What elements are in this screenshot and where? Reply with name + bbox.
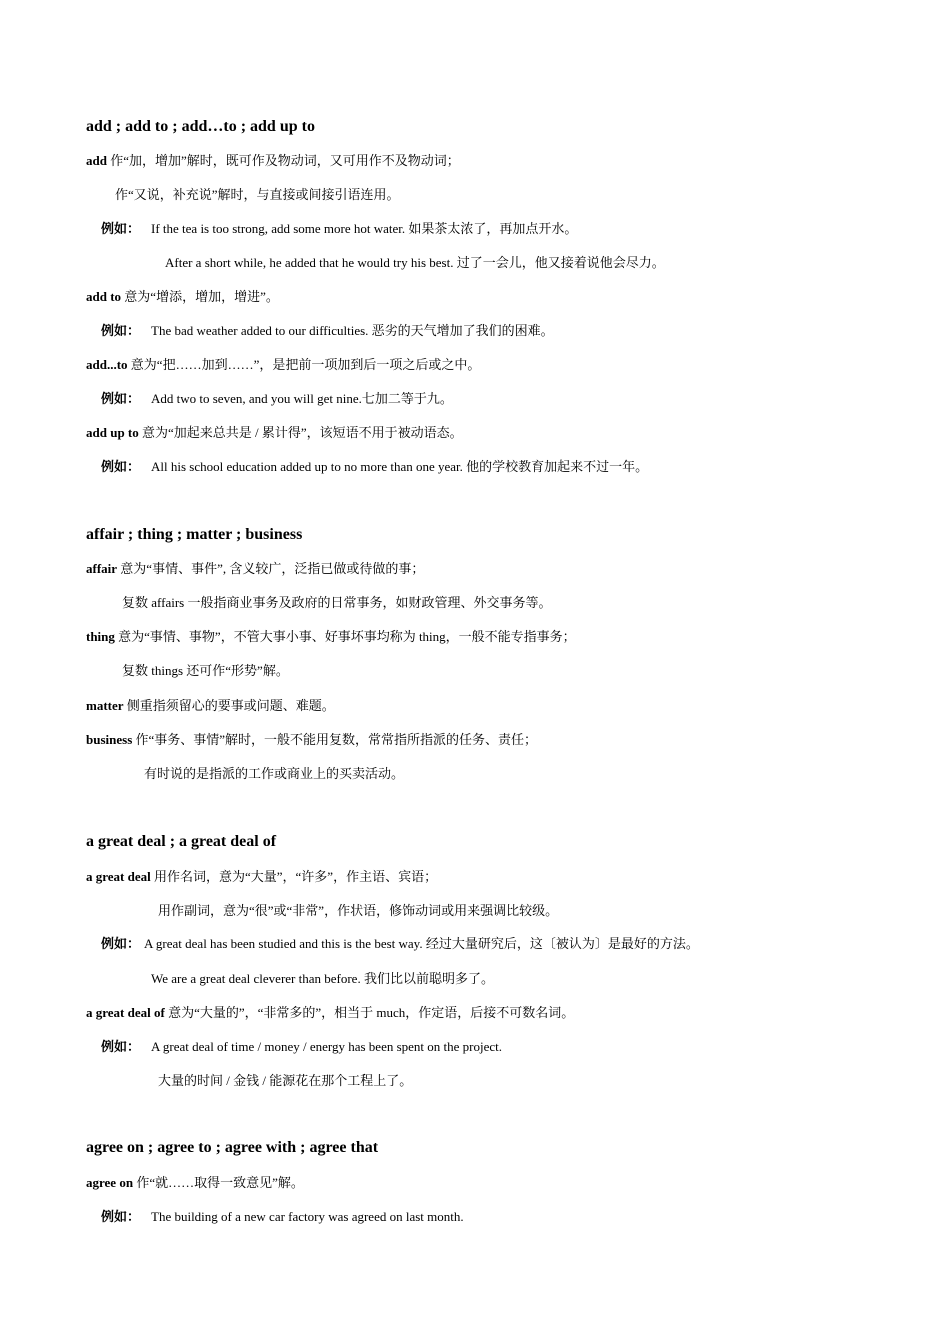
section-heading: affair ; thing ; matter ; business [86, 526, 303, 543]
section-heading: a great deal ; a great deal of [86, 833, 277, 850]
definition-text: 侧重指须留心的要事或问题、难题。 [123, 698, 335, 713]
definition-line: 作“又说，补充说”解时，与直接或间接引语连用。 [115, 187, 400, 202]
definition-text: 意为“事情、事物”，不管大事小事、好事坏事均称为 thing，一般不能专指事务； [114, 629, 576, 644]
term: add [86, 153, 107, 168]
definition-line [86, 869, 437, 885]
definition-text: 意为“大量的”，“非常多的”，相当于 much，作定语，后接不可数名词。 [164, 1005, 575, 1020]
example-label: 例如： [101, 1209, 141, 1224]
example-line [101, 391, 453, 407]
example-label: 例如： [101, 459, 141, 474]
definition-text: 作“就……取得一致意见”解。 [133, 1175, 304, 1190]
example-text: Add two to seven, and you will get nine.七加二等于九。 [151, 391, 453, 406]
example-text: All his school education added up to no more than one year. 他的学校教育加起来不过一年。 [151, 459, 649, 474]
example-label: 例如： [101, 391, 141, 406]
definition-line: 复数 things 还可作“形势”解。 [122, 663, 289, 678]
term: affair [86, 561, 118, 576]
example-text: A great deal has been studied and this is the best way. 经过大量研究后，这〔被认为〕是最好的方法。 [144, 936, 699, 951]
term: add...to [86, 357, 128, 372]
example-line [101, 323, 554, 339]
example-label: 例如： [101, 936, 141, 951]
example-label: 例如： [101, 323, 141, 338]
example-label: 例如： [101, 221, 141, 236]
definition-line [86, 629, 576, 645]
term: add to [86, 289, 122, 304]
definition-text: 作“事务、事情”解时，一般不能用复数，常常指所指派的任务、责任； [132, 732, 538, 747]
example-line [101, 936, 699, 952]
section-heading: agree on ; agree to ; agree with ; agree that [86, 1139, 379, 1156]
example-line: After a short while, he added that he would try his best. 过了一会儿，他又接着说他会尽力。 [165, 255, 665, 270]
definition-text: 意为“事情、事件”, 含义较广，泛指已做或待做的事； [117, 561, 425, 576]
definition-text: 用作名词，意为“大量”，“许多”，作主语、宾语； [150, 869, 438, 884]
example-text: If the tea is too strong, add some more hot water. 如果茶太浓了，再加点开水。 [151, 221, 578, 236]
definition-text: 意为“把……加到……”，是把前一项加到后一项之后或之中。 [127, 357, 481, 372]
example-text: The building of a new car factory was agreed on last month. [151, 1209, 464, 1224]
example-label: 例如： [101, 1039, 141, 1054]
example-line: We are a great deal cleverer than before. 我们比以前聪明多了。 [151, 971, 494, 986]
example-text: The bad weather added to our difficulties. 恶劣的天气增加了我们的困难。 [151, 323, 554, 338]
definition-line [86, 732, 537, 748]
term: thing [86, 629, 115, 644]
example-translation: 大量的时间 / 金钱 / 能源花在那个工程上了。 [158, 1073, 413, 1088]
example-line [101, 221, 577, 237]
definition-line [86, 153, 460, 169]
term: add up to [86, 425, 139, 440]
term: a great deal [86, 869, 151, 884]
definition-line [86, 1175, 304, 1191]
definition-line: 用作副词，意为“很”或“非常”，作状语，修饰动词或用来强调比较级。 [158, 903, 559, 918]
term: business [86, 732, 133, 747]
definition-line [86, 561, 424, 577]
definition-line: 复数 affairs 一般指商业事务及政府的日常事务，如财政管理、外交事务等。 [122, 595, 552, 610]
definition-text: 意为“加起来总共是 / 累计得”，该短语不用于被动语态。 [138, 425, 463, 440]
definition-line [86, 1005, 574, 1021]
term: agree on [86, 1175, 134, 1190]
definition-line [86, 698, 335, 714]
example-line [101, 459, 648, 475]
section-heading: add ; add to ; add…to ; add up to [86, 118, 315, 135]
definition-line [86, 357, 480, 373]
definition-line [86, 289, 279, 305]
definition-text: 作“加，增加”解时，既可作及物动词，又可用作不及物动词； [106, 153, 460, 168]
definition-text: 意为“增添，增加，增进”。 [121, 289, 279, 304]
example-line [101, 1209, 464, 1225]
term: matter [86, 698, 124, 713]
term: a great deal of [86, 1005, 165, 1020]
definition-line: 有时说的是指派的工作或商业上的买卖活动。 [144, 766, 405, 781]
example-line [101, 1039, 502, 1055]
definition-line [86, 425, 463, 441]
example-text: A great deal of time / money / energy has been spent on the project. [151, 1039, 503, 1054]
